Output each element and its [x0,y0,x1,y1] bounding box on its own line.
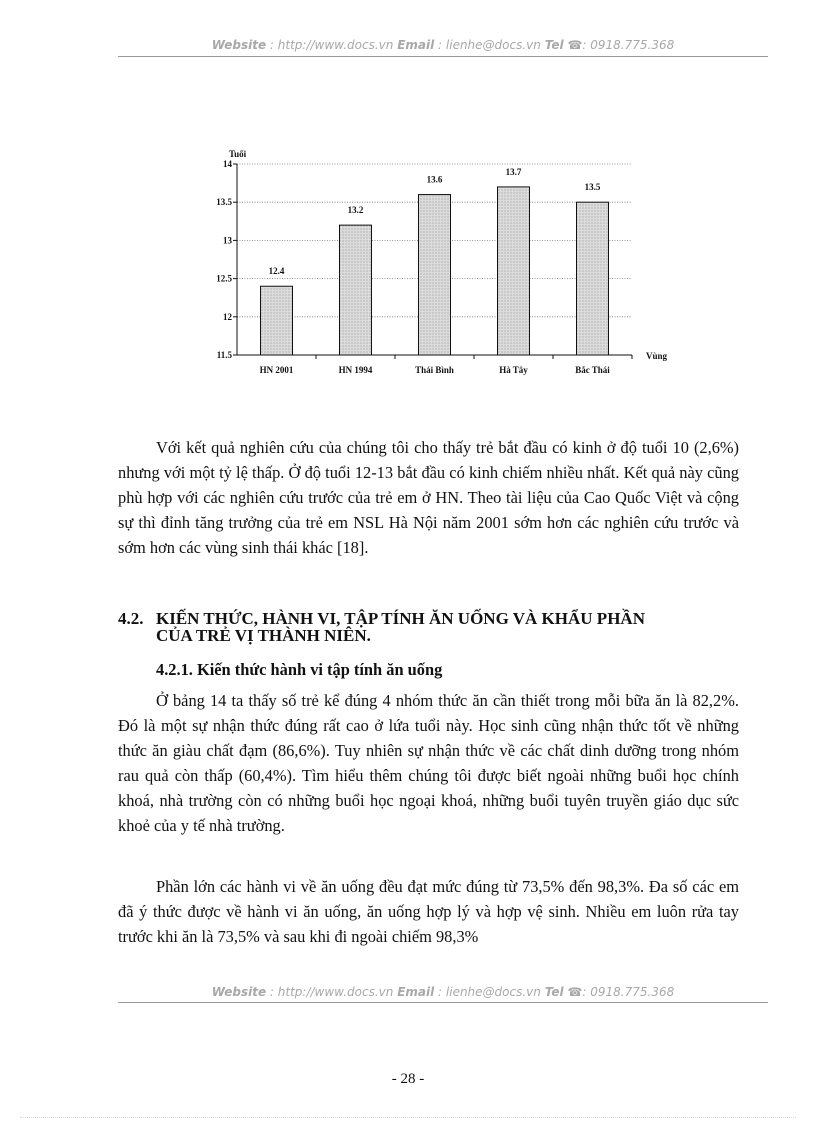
bar-chart [0,0,816,400]
bar-value-label: 13.7 [505,166,522,177]
paragraph-menarche [118,435,739,560]
bar [498,187,530,355]
text-line: nhận thức tốt về những thức ăn giàu chất đạm (86,6%). Tuy nhiên sự nhận thức [118,716,739,760]
x-tick-label: Bắc Thái [575,365,610,375]
bar [261,286,293,355]
text-line: là 82,2%. Đó là một sự nhận thức đúng rất cao ở lứa tuổi này. Học sinh cũng [118,691,739,735]
y-tick-label: 13.5 [216,197,232,208]
email-label: Email [397,38,435,52]
bar [340,225,372,355]
text-line: Ở bảng 14 ta thấy số trẻ kể đúng 4 nhóm thức ăn cần thiết trong mỗi bữa ăn [156,691,671,710]
website-label: Website [211,38,267,52]
bar [577,202,609,355]
y-tick-label: 14 [223,159,232,169]
bar-value-label: 13.5 [584,182,601,193]
tel-label: Tel [544,985,564,999]
bar-value-label: 13.6 [426,174,443,185]
tel-value: : 0918.775.368 [582,985,675,999]
text-line: Hà Nội năm 2001 sớm hơn các nghiên cứu trước và sớm hơn các vùng sinh thái [118,513,739,557]
text-line: nhiều nhất. Kết quả này cũng phù hợp với các nghiên cứu trước của trẻ em ở HN. [118,463,740,507]
email-label: Email [397,985,435,999]
website-url: : http://www.docs.vn [269,985,394,999]
text-line: buổi học ngoại khoá, những buổi tuyên truyền giáo dục sức khoẻ của y tế nhà [118,791,739,835]
y-tick-label: 12.5 [216,273,232,284]
text-line: khác [18]. [301,538,369,557]
subsection-heading: 4.2.1. Kiến thức hành vi tập tính ăn uống [156,660,443,679]
bar [419,195,451,355]
x-tick-label: HN 2001 [259,365,294,375]
phone-icon: ☎ [567,985,583,999]
y-axis-title: Tuổi [229,149,247,159]
page-edge [20,1117,796,1118]
text-line: Với kết quả nghiên cứu của chúng tôi cho thấy trẻ bắt đầu có kinh ở độ tuổi [156,438,668,457]
text-line: Nhiều em luôn rửa tay trước khi ăn là 73,5% và sau khi đi ngoài chiếm 98,3% [118,902,739,946]
text-line: chúng tôi được biết ngoài những buổi học chính khoá, nhà trường còn có những [118,766,739,810]
x-tick-label: Hà Tây [499,365,528,375]
email-value: : lienhe@docs.vn [438,985,541,999]
email-value: : lienhe@docs.vn [438,38,541,52]
text-line: 10 (2,6%) nhưng với một tỷ lệ thấp. Ở độ tuổi 12-13 bắt đầu có kinh chiếm [118,438,740,482]
text-line: Theo tài liệu của Cao Quốc Việt và cộng sự thì đỉnh tăng trưởng của trẻ em NSL [118,488,739,532]
text-line: Phần lớn các hành vi về ăn uống đều đạt mức đúng từ 73,5% đến 98,3%. Đa [156,877,669,896]
footer-rule [118,1002,768,1003]
x-axis-title: Vùng [646,351,668,361]
phone-icon: ☎ [567,38,583,52]
x-tick-label: HN 1994 [338,365,373,375]
bar-value-label: 13.2 [347,205,364,216]
paragraph-behavior [118,874,739,949]
website-label: Website [211,985,267,999]
paragraph-knowledge [118,688,739,838]
section-heading [118,610,739,644]
bar-value-label: 12.4 [268,266,285,277]
tel-label: Tel [544,38,564,52]
website-url: : http://www.docs.vn [269,38,394,52]
text-line: về các chất dinh dưỡng trong nhóm rau quả còn thấp (60,4%). Tìm hiểu thêm [118,741,739,785]
section-title-line1: KIẾN THỨC, HÀNH VI, TẬP TÍNH ĂN UỐNG VÀ KHẨU PHẦN [156,609,645,628]
text-line: trường. [236,816,285,835]
tel-value: : 0918.775.368 [582,38,675,52]
section-title-line2: CỦA TRẺ VỊ THÀNH NIÊN. [156,626,371,645]
y-tick-label: 12 [223,311,232,322]
y-tick-label: 13 [223,235,232,246]
x-tick-label: Thái Bình [415,365,454,375]
y-tick-label: 11.5 [216,350,232,360]
text-line: số các em đã ý thức được về hành vi ăn uống, ăn uống hợp lý và hợp vệ sinh. [118,877,739,921]
section-number: 4.2. [118,609,144,628]
page-number: - 28 - [391,1071,425,1087]
header-bottom [118,985,768,999]
